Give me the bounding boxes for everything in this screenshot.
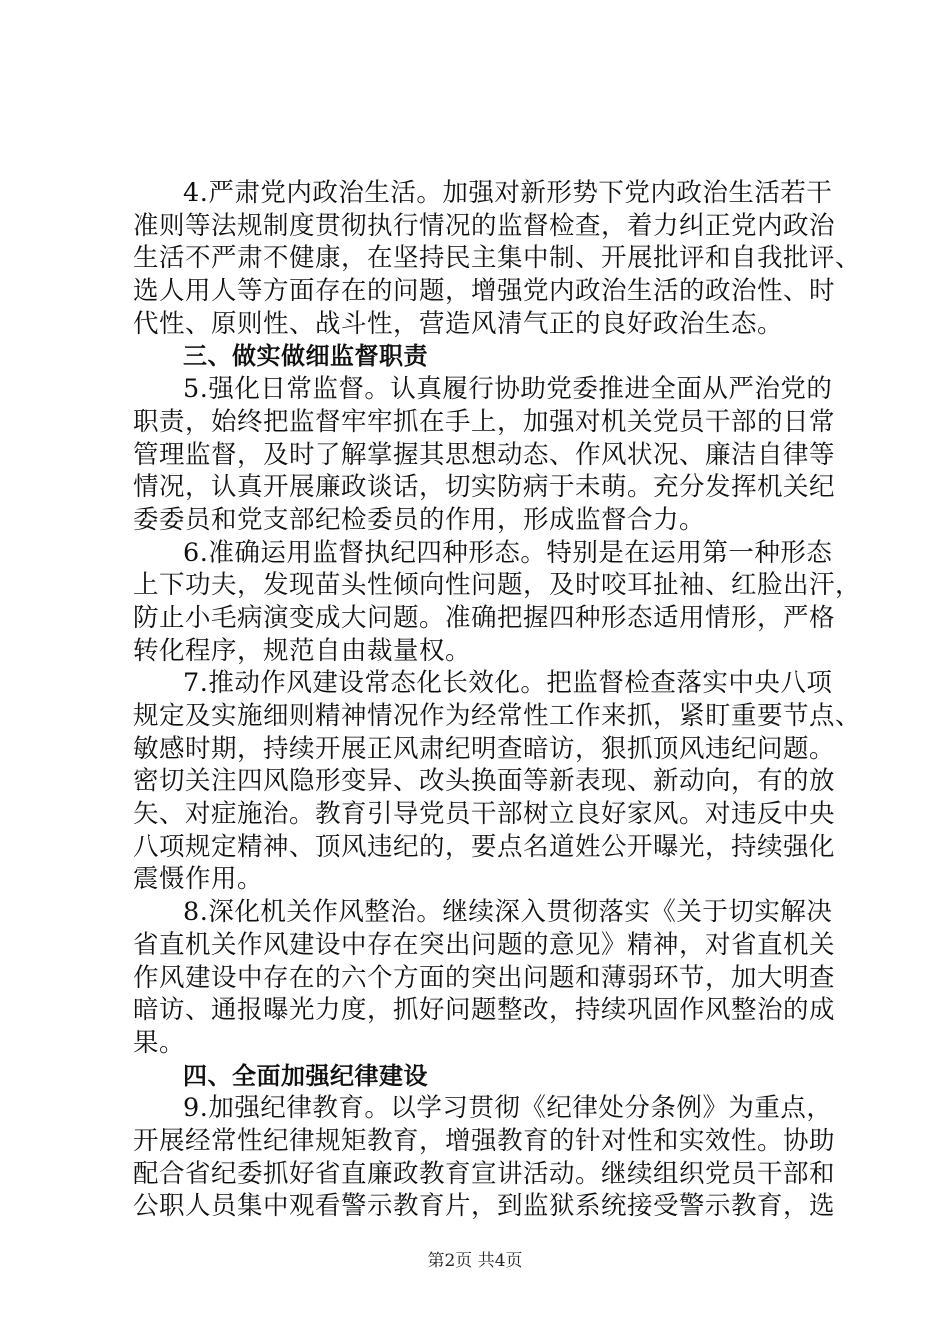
text-line: 委委员和党支部纪检委员的作用，形成监督合力。: [133, 504, 706, 535]
text-line: 作风建设中存在的六个方面的突出问题和薄弱环节，加大明查: [133, 962, 836, 993]
text-line: 准则等法规制度贯彻执行情况的监督检查，着力纠正党内政治: [133, 210, 836, 241]
text-line: 转化程序，规范自由裁量权。: [133, 635, 472, 666]
text-line: 震慑作用。: [133, 864, 264, 895]
text-line: 省直机关作风建设中存在突出问题的意见》精神，对省直机关: [133, 929, 836, 960]
text-line: 9.加强纪律教育。以学习贯彻《纪律处分条例》为重点，: [183, 1093, 833, 1124]
text-line: 敏感时期，持续开展正风肃纪明查暗访，狠抓顶风违纪问题。: [133, 733, 836, 764]
text-line: 矢、对症施治。教育引导党员干部树立良好家风。对违反中央: [133, 799, 836, 830]
text-line: 配合省纪委抓好省直廉政教育宣讲活动。继续组织党员干部和: [133, 1158, 836, 1189]
section-heading: 三、做实做细监督职责: [183, 342, 428, 371]
text-line: 代性、原则性、战斗性，营造风清气正的良好政治生态。: [133, 308, 784, 339]
text-line: 6.准确运用监督执纪四种形态。特别是在运用第一种形态: [183, 537, 833, 568]
text-line: 5.强化日常监督。认真履行协助党委推进全面从严治党的: [183, 374, 833, 405]
text-line: 管理监督，及时了解掌握其思想动态、作风状况、廉洁自律等: [133, 439, 836, 470]
text-line: 职责，始终把监督牢牢抓在手上，加强对机关党员干部的日常: [133, 406, 836, 437]
text-line: 防止小毛病演变成大问题。准确把握四种形态适用情形，严格: [133, 602, 836, 633]
text-line: 7.推动作风建设常态化长效化。把监督检查落实中央八项: [183, 668, 833, 699]
text-line: 情况，认真开展廉政谈话，切实防病于未萌。充分发挥机关纪: [133, 472, 836, 503]
text-line: 八项规定精神、顶风违纪的，要点名道姓公开曝光，持续强化: [133, 831, 836, 862]
body-text: [133, 177, 862, 1223]
text-line: 生活不严肃不健康，在坚持民主集中制、开展批评和自我批评、: [133, 243, 862, 274]
section-heading: 四、全面加强纪律建设: [183, 1061, 428, 1090]
text-line: 上下功夫，发现苗头性倾向性问题，及时咬耳扯袖、红脸出汗，: [133, 570, 862, 601]
text-line: 4.严肃党内政治生活。加强对新形势下党内政治生活若干: [183, 178, 833, 208]
text-line: 规定及实施细则精神情况作为经常性工作来抓，紧盯重要节点、: [133, 701, 862, 731]
text-line: 密切关注四风隐形变异、改头换面等新表现、新动向，有的放: [133, 766, 836, 797]
text-line: 公职人员集中观看警示教育片，到监狱系统接受警示教育，选: [133, 1191, 836, 1222]
text-line: 8.深化机关作风整治。继续深入贯彻落实《关于切实解决: [183, 897, 833, 928]
text-line: 开展经常性纪律规矩教育，增强教育的针对性和实效性。协助: [133, 1125, 836, 1156]
page-footer: 第2页 共4页: [427, 1251, 523, 1271]
text-line: 果。: [133, 1027, 186, 1058]
text-line: 暗访、通报曝光力度，抓好问题整改，持续巩固作风整治的成: [133, 995, 836, 1026]
text-line: 选人用人等方面存在的问题，增强党内政治生活的政治性、时: [133, 276, 836, 307]
